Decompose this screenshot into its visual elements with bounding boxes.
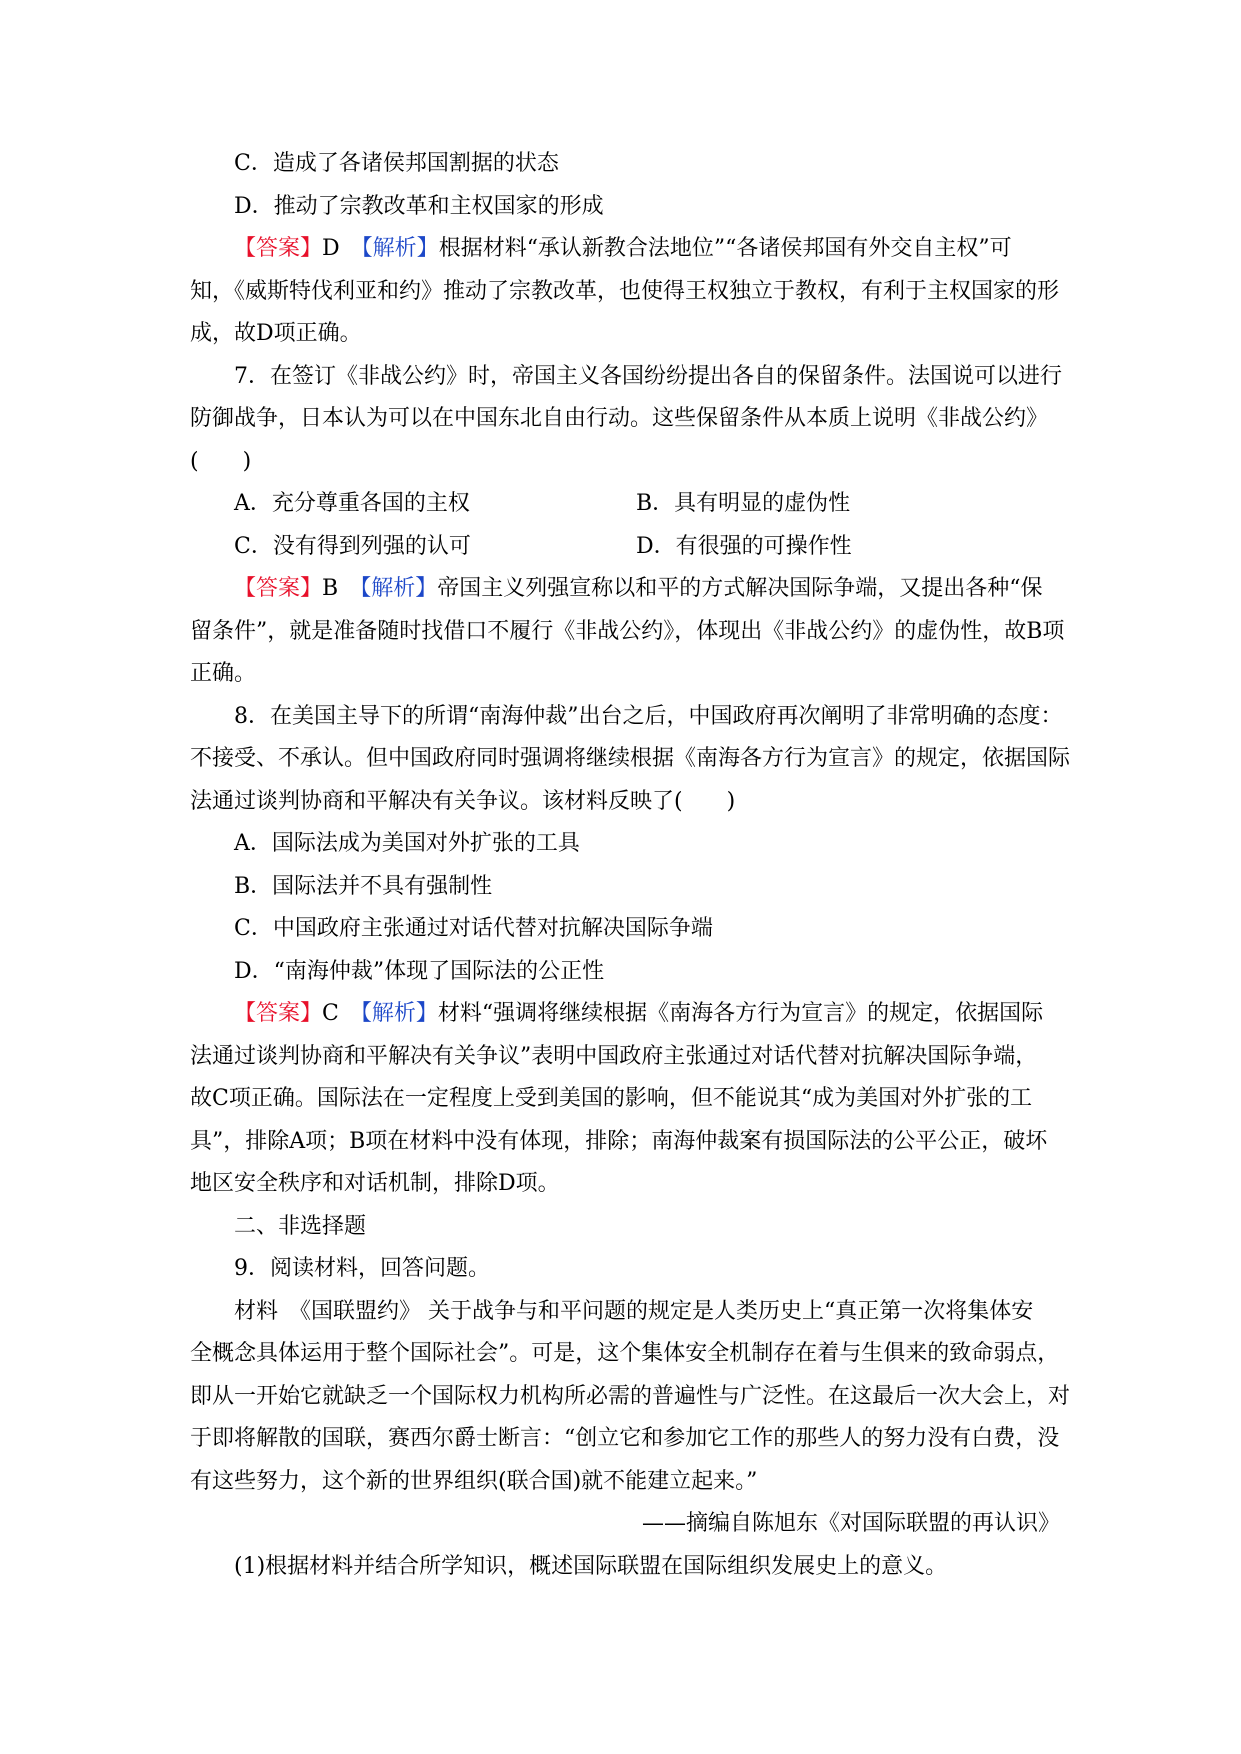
q8-answer-line-1 (190, 993, 1060, 1036)
analysis-text: 帝国主义列强宣称以和平的方式解决国际争端，又提出各种“保 (437, 576, 1043, 601)
q7-analysis-line-3: 正确。 (190, 661, 257, 686)
analysis-tag: 【解析】 (360, 576, 438, 601)
q9-material-line-1: 材料 《国联盟约》 关于战争与和平问题的规定是人类历史上“真正第一次将集体安 (234, 1298, 1034, 1324)
q6-answer-block (190, 228, 1060, 356)
q7-options-row-1 (190, 483, 1060, 526)
q6-answer-line-1 (190, 228, 1060, 271)
q8-analysis-line-3: 故C项正确。国际法在一定程度上受到美国的影响，但不能说其“成为美国对外扩张的工 (190, 1086, 1033, 1111)
q7-analysis-line-2: 留条件”，就是准备随时找借口不履行《非战公约》，体现出《非战公约》的虚伪性，故B项 (190, 618, 1065, 644)
q6-analysis-line-3: 成，故D项正确。 (190, 321, 362, 346)
q8-option-a: A．国际法成为美国对外扩张的工具 (234, 831, 580, 856)
q9-material-line-3: 即从一开始它就缺乏一个国际权力机构所必需的普遍性与广泛性。在这最后一次大会上，对 (190, 1383, 1071, 1409)
q9-material-line-4: 于即将解散的国联，赛西尔爵士断言：“创立它和参加它工作的那些人的努力没有白费，没 (190, 1426, 1060, 1451)
q9-material-line-2: 全概念具体运用于整个国际社会”。可是，这个集体安全机制存在着与生俱来的致命弱点， (190, 1341, 1060, 1366)
document-page (190, 143, 1071, 1588)
answer-value: D (322, 236, 340, 261)
q7-option-b: B．具有明显的虚伪性 (636, 491, 851, 516)
q7-option-c: C．没有得到列强的认可 (234, 533, 471, 559)
q8-analysis-line-5: 地区安全秩序和对话机制，排除D项。 (190, 1171, 560, 1196)
answer-tag: 【答案】 (234, 1001, 323, 1026)
q9-source: ——摘编自陈旭东《对国际联盟的再认识》 (641, 1511, 1060, 1536)
answer-tag: 【答案】 (234, 576, 323, 601)
analysis-tag: 【解析】 (360, 1001, 438, 1026)
q7-answer-line-1 (190, 568, 1060, 611)
q8-option-b: B．国际法并不具有强制性 (234, 873, 493, 899)
q8-option-c: C．中国政府主张通过对话代替对抗解决国际争端 (234, 916, 713, 941)
q7-options-row-2 (190, 526, 1060, 569)
q9-subquestion-1: (1)根据材料并结合所学知识，概述国际联盟在国际组织发展史上的意义。 (234, 1553, 948, 1579)
q8-stem-line-2: 不接受、不承认。但中国政府同时强调将继续根据《南海各方行为宣言》的规定，依据国际 (190, 746, 1071, 771)
question-7 (190, 356, 1065, 696)
question-9 (190, 1248, 1071, 1588)
q7-stem-line-1: 7．在签订《非战公约》时，帝国主义各国纷纷提出各自的保留条件。法国说可以进行 (234, 363, 1062, 389)
answer-tag: 【答案】 (234, 236, 323, 261)
question-8 (190, 696, 1071, 1206)
q8-option-d: D．“南海仲裁”体现了国际法的公正性 (234, 958, 605, 984)
analysis-text: 材料“强调将继续根据《南海各方行为宣言》的规定，依据国际 (437, 1001, 1044, 1026)
q8-analysis-line-4: 具”，排除A项；B项在材料中没有体现，排除；南海仲裁案有损国际法的公平公正，破坏 (190, 1128, 1048, 1154)
section-2-title: 二、非选择题 (234, 1213, 367, 1239)
q9-stem: 9．阅读材料，回答问题。 (234, 1256, 490, 1281)
q6-analysis-line-2: 知，《威斯特伐利亚和约》推动了宗教改革，也使得王权独立于教权，有利于主权国家的形 (190, 278, 1060, 304)
q8-stem-line-1: 8．在美国主导下的所谓“南海仲裁”出台之后，中国政府再次阐明了非常明确的态度： (234, 703, 1063, 729)
q7-stem-line-2: 防御战争，日本认为可以在中国东北自由行动。这些保留条件从本质上说明《非战公约》 (190, 406, 1049, 431)
q8-stem-line-3: 法通过谈判协商和平解决有关争议。该材料反映了( ) (190, 788, 736, 814)
q8-analysis-line-2: 法通过谈判协商和平解决有关争议”表明中国政府主张通过对话代替对抗解决国际争端， (190, 1043, 1038, 1069)
answer-value: B (322, 576, 339, 601)
answer-value: C (322, 1001, 339, 1026)
q7-option-a: A．充分尊重各国的主权 (234, 491, 470, 516)
q6-option-c: C．造成了各诸侯邦国割据的状态 (234, 151, 559, 176)
q6-option-d: D．推动了宗教改革和主权国家的形成 (234, 193, 604, 219)
q7-option-d: D．有很强的可操作性 (636, 533, 852, 559)
q7-stem-line-3: ( ) (190, 448, 252, 474)
analysis-text: 根据材料“承认新教合法地位”“各诸侯邦国有外交自主权”可 (438, 236, 1012, 261)
analysis-tag: 【解析】 (361, 236, 439, 261)
q9-material-line-5: 有这些努力，这个新的世界组织(联合国)就不能建立起来。” (190, 1468, 758, 1494)
